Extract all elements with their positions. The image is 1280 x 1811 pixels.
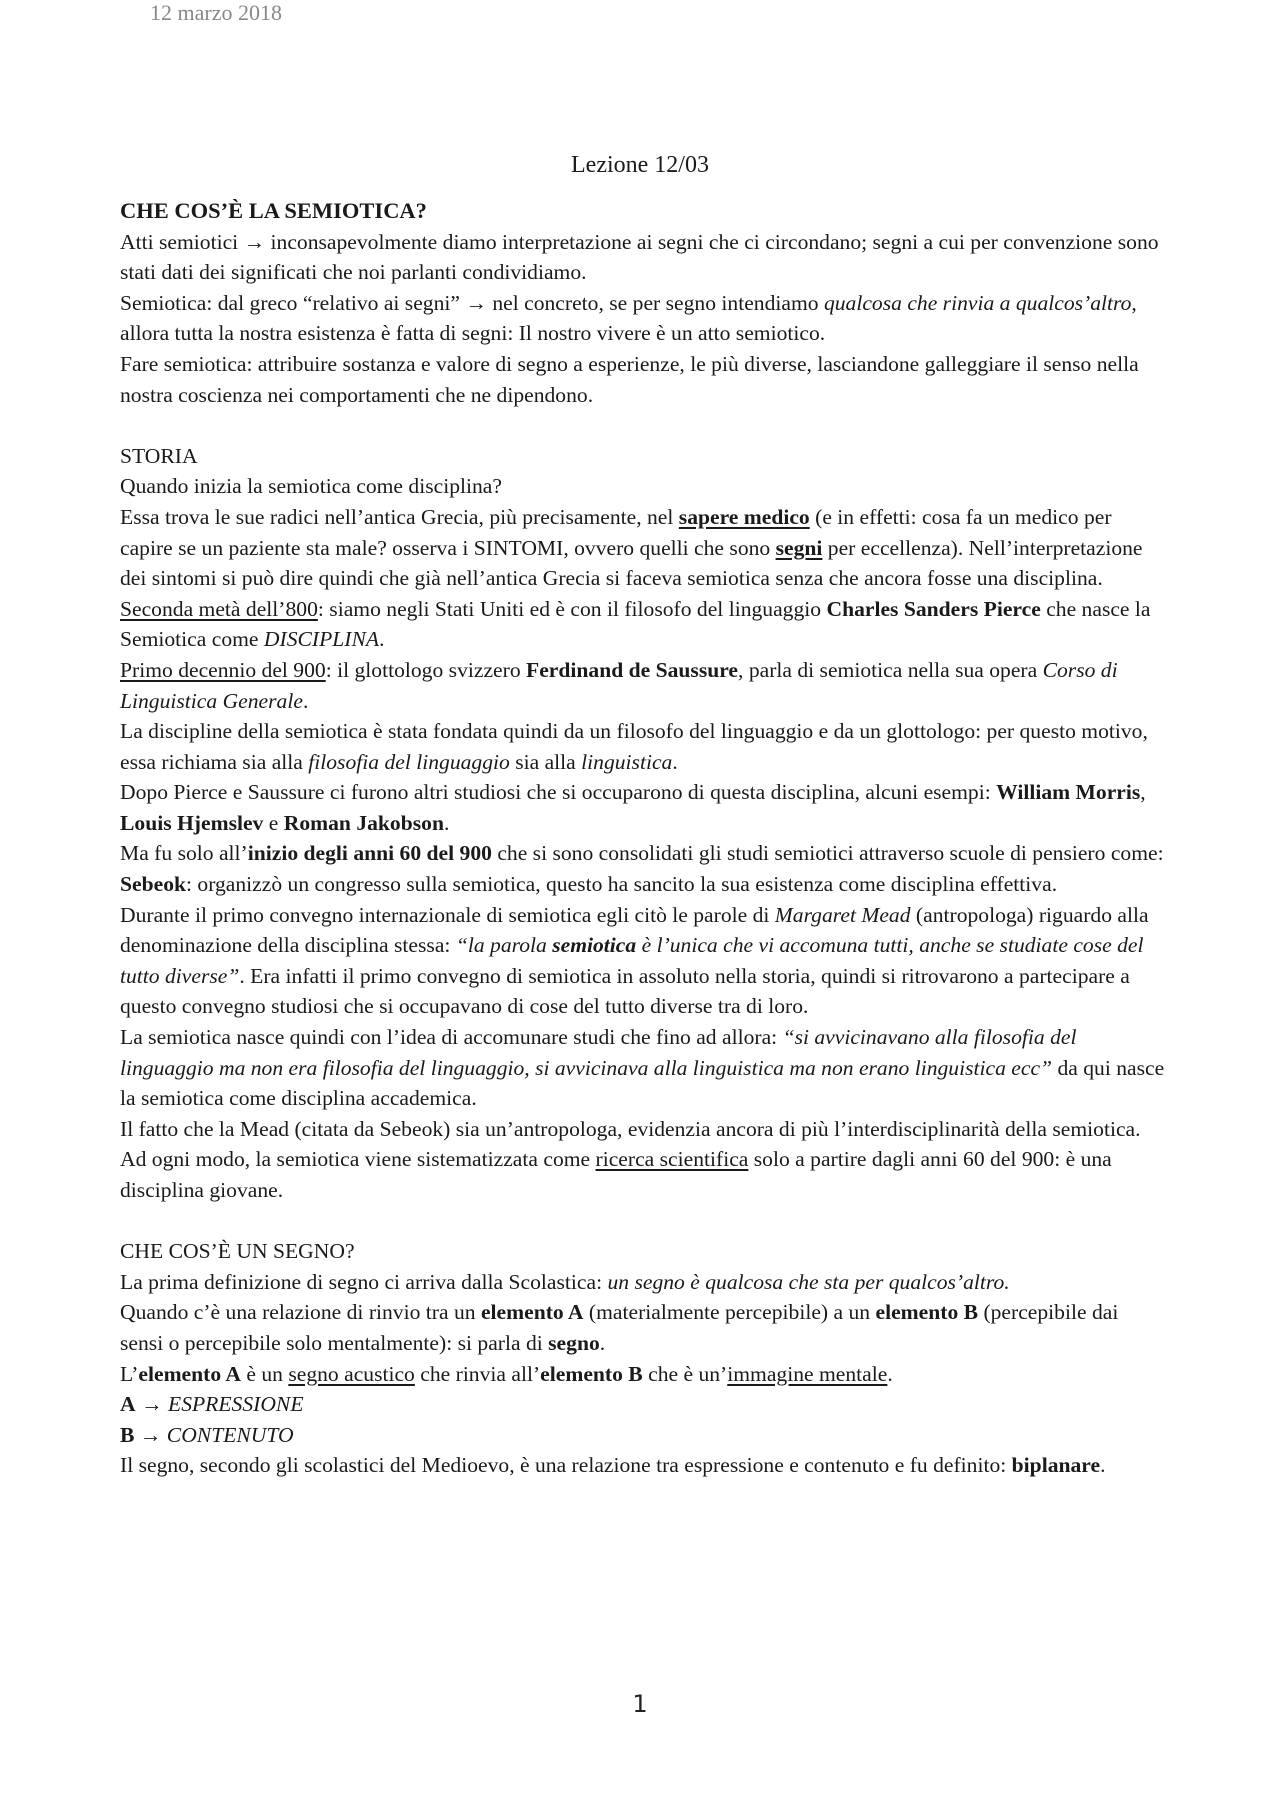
paragraph bbox=[120, 777, 1165, 838]
heading-storia: STORIA bbox=[120, 443, 198, 468]
text-run: che è un’ bbox=[642, 1361, 728, 1386]
text-run: : il glottologo svizzero bbox=[325, 657, 527, 682]
text-run: Durante il primo convegno internazionale di semiotica egli citò le parole di bbox=[120, 902, 775, 927]
paragraph bbox=[120, 1144, 1165, 1205]
text-run: Dopo Pierce e Saussure ci furono altri studiosi che si occuparono di questa disciplina, alcuni esempi: bbox=[120, 780, 997, 805]
spacer bbox=[120, 410, 1165, 441]
bold-text: elemento A bbox=[480, 1300, 584, 1325]
bold-text: A bbox=[120, 1392, 136, 1417]
bold-underlined-text: segni bbox=[775, 535, 823, 560]
text-run: sia alla bbox=[509, 749, 582, 774]
italic-text: Corso di Linguistica Generale bbox=[120, 657, 1118, 713]
italic-text: un segno è qualcosa che sta per qualcos’altro. bbox=[607, 1269, 1010, 1294]
underlined-text: ricerca scientifica bbox=[595, 1147, 749, 1172]
paragraph bbox=[120, 594, 1165, 655]
underlined-text: segno acustico bbox=[288, 1361, 415, 1386]
bold-text: Charles Sanders Pierce bbox=[826, 596, 1041, 621]
text-run: . bbox=[672, 749, 678, 774]
bold-text: William Morris bbox=[996, 780, 1141, 805]
text-run: e bbox=[263, 810, 284, 835]
text-run: . bbox=[379, 627, 385, 652]
italic-text: qualcosa che rinvia a qualcos’altro bbox=[823, 290, 1132, 315]
italic-text: è l’unica che vi accomuna tutti, anche se studiate cose del tutto diverse” bbox=[120, 933, 1144, 988]
text-run: è un bbox=[240, 1361, 289, 1386]
text-run: Ad ogni modo, la semiotica viene sistematizzata come bbox=[120, 1147, 596, 1172]
heading-what-is-semiotics: CHE COS’È LA SEMIOTICA? bbox=[120, 198, 427, 223]
arrow-icon: → bbox=[135, 1392, 168, 1417]
bold-underlined-text: sapere medico bbox=[678, 504, 810, 529]
text-run: Semiotica: dal greco “relativo ai segni” → nel concreto, se per segno intendiamo bbox=[120, 290, 824, 315]
italic-text: filosofia del linguaggio bbox=[308, 749, 510, 774]
bold-text: elemento A bbox=[138, 1361, 241, 1386]
header-date: 12 marzo 2018 bbox=[150, 0, 282, 25]
italic-text: “la parola bbox=[455, 933, 553, 958]
italic-text: DISCIPLINA bbox=[263, 627, 380, 652]
spacer bbox=[120, 1206, 1165, 1237]
paragraph bbox=[120, 502, 1165, 594]
underlined-text: Seconda metà dell’800 bbox=[120, 596, 318, 621]
paragraph: Fare semiotica: attribuire sostanza e valore di segno a esperienze, le più diverse, lasciandone galleggiare il senso nella nostra coscienza nei comportamenti che ne dipendono. bbox=[120, 351, 1139, 407]
paragraph bbox=[120, 288, 1165, 349]
paragraph bbox=[120, 1022, 1165, 1114]
paragraph bbox=[120, 1297, 1165, 1358]
text-run: da qui nasce la semiotica come disciplina accademica. bbox=[120, 1055, 1165, 1111]
document-body bbox=[120, 196, 1165, 1481]
paragraph bbox=[120, 716, 1165, 777]
italic-text: Margaret Mead bbox=[774, 902, 911, 927]
text-run: Quando c’è una relazione di rinvio tra un bbox=[120, 1300, 481, 1325]
text-run: che rinvia all’ bbox=[414, 1361, 541, 1386]
italic-text: CONTENUTO bbox=[166, 1422, 294, 1447]
text-run: Ma fu solo all’ bbox=[120, 841, 248, 866]
text-run: (percepibile dai sensi o percepibile solo mentalmente): si parla di bbox=[120, 1300, 1119, 1355]
paragraph bbox=[120, 655, 1165, 716]
bold-text: elemento B bbox=[540, 1361, 643, 1386]
paragraph: Il fatto che la Mead (citata da Sebeok) sia un’antropologa, evidenzia ancora di più l’interdisciplinarità della semiotica. bbox=[120, 1116, 1141, 1141]
text-run: : siamo negli Stati Uniti ed è con il filosofo del linguaggio bbox=[317, 596, 827, 621]
text-run: che nasce la Semiotica come bbox=[120, 596, 1151, 652]
text-run: . bbox=[599, 1330, 606, 1355]
text-run: . Era infatti il primo convegno di semiotica in assoluto nella storia, quindi si ritrovarono a partecipare a questo convegno studiosi che si occupavano di cose del tutto diverse tra di loro. bbox=[120, 963, 1130, 1019]
paragraph: Atti semiotici → inconsapevolmente diamo interpretazione ai segni che ci circondano; segni a cui per convenzione sono stati dati dei significati che noi parlanti condividiamo. bbox=[120, 229, 1159, 285]
bold-text: Sebeok bbox=[120, 872, 186, 897]
text-run: , allora tutta la nostra esistenza è fatta di segni: Il nostro vivere è un atto semiotico. bbox=[120, 290, 1137, 346]
arrow-icon: → bbox=[134, 1422, 167, 1447]
text-run: L’ bbox=[120, 1361, 139, 1386]
bold-italic-text: semiotica bbox=[552, 933, 637, 958]
text-run: , bbox=[1140, 780, 1146, 805]
text-run: . bbox=[302, 688, 309, 713]
bold-text: segno bbox=[548, 1330, 600, 1355]
bold-text: elemento B bbox=[875, 1300, 979, 1325]
italic-text: “si avvicinavano alla filosofia del linguaggio ma non era filosofia del linguaggio, si avvicinava alla linguistica ma non erano linguistica ecc” bbox=[120, 1025, 1077, 1080]
text-run: che si sono consolidati gli studi semiotici attraverso scuole di pensiero come: bbox=[491, 841, 1164, 866]
text-run: La semiotica nasce quindi con l’idea di accomunare studi che fino ad allora: bbox=[120, 1025, 783, 1050]
underlined-text: immagine mentale bbox=[727, 1361, 888, 1386]
text-run: . bbox=[443, 810, 450, 835]
paragraph bbox=[120, 900, 1165, 1022]
page-number: 1 bbox=[632, 1690, 648, 1718]
text-run: (antropologa) riguardo alla denominazione della disciplina stessa: bbox=[120, 902, 1149, 958]
text-run: Il segno, secondo gli scolastici del Medioevo, è una relazione tra espressione e contenuto e fu definito: bbox=[120, 1453, 1012, 1478]
bold-text: inizio degli anni 60 del 900 bbox=[247, 841, 492, 866]
paragraph bbox=[120, 869, 1165, 900]
underlined-text: Primo decennio del 900 bbox=[120, 657, 326, 682]
paragraph bbox=[120, 1267, 1165, 1298]
text-run: Essa trova le sue radici nell’antica Grecia, più precisamente, nel bbox=[120, 504, 679, 529]
text-run: La discipline della semiotica è stata fondata quindi da un filosofo del linguaggio e da un glottologo: per questo motivo, essa richiama sia alla bbox=[120, 719, 1148, 774]
paragraph: Quando inizia la semiotica come disciplina? bbox=[120, 474, 502, 499]
document-title: Lezione 12/03 bbox=[571, 152, 709, 178]
text-run: La prima definizione di segno ci arriva dalla Scolastica: bbox=[120, 1269, 608, 1294]
bold-text: biplanare bbox=[1011, 1453, 1101, 1478]
text-run: . bbox=[887, 1361, 893, 1386]
text-run: : organizzò un congresso sulla semiotica, questo ha sancito la sua esistenza come disciplina effettiva. bbox=[186, 872, 1058, 897]
text-run: . bbox=[1100, 1453, 1106, 1478]
paragraph bbox=[120, 838, 1165, 869]
bold-text: Roman Jakobson bbox=[283, 810, 444, 835]
bold-text: Louis Hjemslev bbox=[120, 810, 264, 835]
heading-what-is-a-sign: CHE COS’È UN SEGNO? bbox=[120, 1239, 355, 1264]
text-run: solo a partire dagli anni 60 del 900: è una disciplina giovane. bbox=[120, 1147, 1112, 1202]
text-run: per eccellenza). Nell’interpretazione dei sintomi si può dire quindi che già nell’antica Grecia si faceva semiotica senza che ancora fosse una disciplina. bbox=[120, 535, 1143, 591]
italic-text: linguistica bbox=[581, 749, 673, 774]
content-line bbox=[120, 1420, 1165, 1451]
paragraph bbox=[120, 1450, 1165, 1481]
expression-line bbox=[120, 1389, 1165, 1420]
text-run: , parla di semiotica nella sua opera bbox=[738, 657, 1043, 682]
bold-text: Ferdinand de Saussure bbox=[526, 657, 739, 682]
text-run: (e in effetti: cosa fa un medico per capire se un paziente sta male? osserva i SINTOMI, ovvero quelli che sono bbox=[120, 504, 1112, 560]
bold-text: B bbox=[120, 1422, 135, 1447]
paragraph bbox=[120, 1359, 1165, 1390]
text-run: (materialmente percepibile) a un bbox=[583, 1300, 876, 1325]
italic-text: ESPRESSIONE bbox=[168, 1392, 304, 1417]
